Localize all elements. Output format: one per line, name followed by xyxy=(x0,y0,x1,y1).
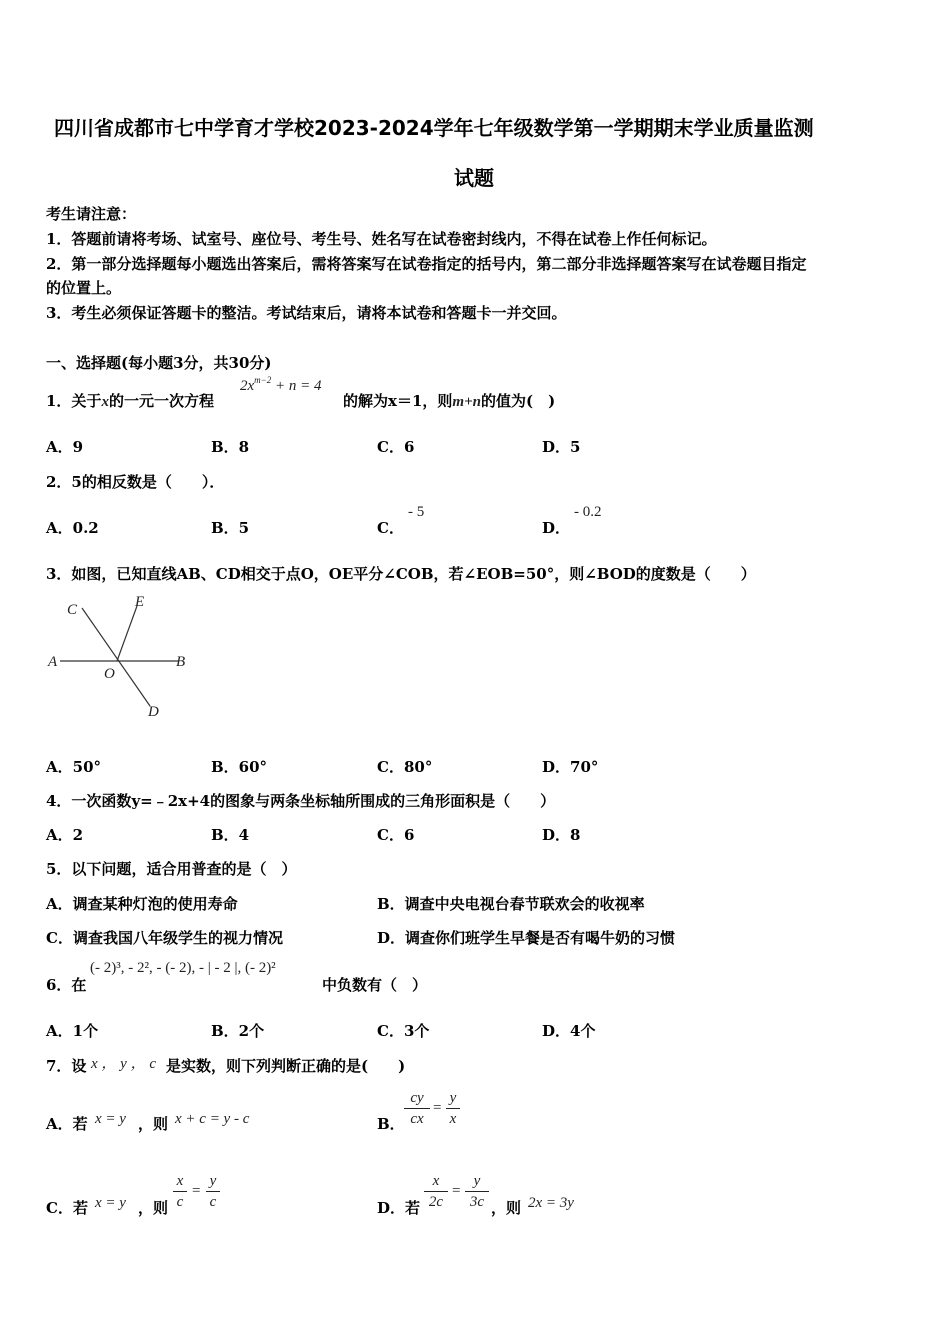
q7-vars: x ， y ， c xyxy=(91,1056,156,1072)
q1-end: 的值为( ) xyxy=(480,392,556,410)
q1-eq-exp: m−2 xyxy=(254,375,272,385)
question-5: 5．以下问题，适合用普查的是（ ） xyxy=(46,860,297,878)
q7-option-c-cond: x = y xyxy=(95,1195,126,1211)
q1-sol: x＝1，则 xyxy=(388,392,453,410)
q6-option-a: A．1个 xyxy=(46,1022,99,1040)
q3-option-c: C．80° xyxy=(377,758,433,776)
frac-denominator: x xyxy=(449,1111,457,1127)
label-e: E xyxy=(135,594,145,610)
label-a: A xyxy=(48,654,58,670)
q4-option-b: B．4 xyxy=(211,826,250,844)
q2-option-b: B．5 xyxy=(211,519,250,537)
q2-option-c-math: - 5 xyxy=(408,504,425,520)
q7-option-a-then: ，则 xyxy=(138,1115,169,1133)
q7-option-c-frac2 xyxy=(206,1172,220,1211)
label-c: C xyxy=(67,602,78,618)
q7-option-a-label: A．若 xyxy=(46,1115,88,1133)
q2-option-d-math: - 0.2 xyxy=(574,504,602,520)
q7-option-a-cond: x = y xyxy=(95,1111,126,1127)
frac-numerator: x xyxy=(432,1173,440,1189)
q7-option-c-label: C．若 xyxy=(46,1199,88,1217)
notice-item: 3．考生必须保证答题卡的整洁。考试结束后，请将本试卷和答题卡一并交回。 xyxy=(46,304,567,322)
q7-option-b-label: B． xyxy=(377,1115,405,1133)
frac-numerator: cy xyxy=(410,1090,424,1106)
question-4: 4．一次函数y=﹣2x+4的图象与两条坐标轴所围成的三角形面积是（ ） xyxy=(46,792,556,810)
question-2: 2．5的相反数是（ ）． xyxy=(46,473,225,491)
q1-option-d: D．5 xyxy=(542,438,581,456)
q1-eq-base: 2x xyxy=(240,378,255,394)
q1-mid: 的一元一次方程 xyxy=(108,392,214,410)
q4-option-d: D．8 xyxy=(542,826,581,844)
q1-prefix: 1．关于 xyxy=(46,392,102,410)
frac-numerator: x xyxy=(176,1173,184,1189)
q7-option-c-then: ，则 xyxy=(138,1199,169,1217)
label-o: O xyxy=(104,666,115,682)
q2-option-a: A．0.2 xyxy=(46,519,99,537)
q7-option-b-frac1 xyxy=(404,1089,430,1128)
q7-option-b-frac2 xyxy=(446,1089,460,1128)
q7-option-c-frac1 xyxy=(173,1172,187,1211)
q5-option-b: B．调查中央电视台春节联欢会的收视率 xyxy=(377,895,645,913)
frac-denominator: cx xyxy=(410,1111,424,1127)
q6-suffix: 中负数有（ ） xyxy=(322,976,428,994)
q4-option-a: A．2 xyxy=(46,826,84,844)
q2-option-c: C． xyxy=(377,519,404,537)
frac-numerator: y xyxy=(473,1173,481,1189)
q1-option-b: B．8 xyxy=(211,438,250,456)
q3-figure xyxy=(40,588,200,723)
frac-denominator: 3c xyxy=(469,1194,485,1210)
page-title-line2: 试题 xyxy=(454,166,494,190)
notice-item: 2．第一部分选择题每小题选出答案后，需将答案写在试卷指定的括号内，第二部分非选择题答案写在试卷题目指定 xyxy=(46,255,807,273)
q1-option-a: A．9 xyxy=(46,438,84,456)
q7-option-c-eq: = xyxy=(192,1183,201,1199)
question-3: 3．如图，已知直线AB、CD相交于点O，OE平分∠COB，若∠EOB=50°，则∠BOD的度数是（ ） xyxy=(46,565,756,583)
q4-option-c: C．6 xyxy=(377,826,415,844)
q3-option-b: B．60° xyxy=(211,758,268,776)
q7-option-d-then: ，则 xyxy=(491,1199,522,1217)
notice-heading: 考生请注意： xyxy=(46,205,137,223)
frac-numerator: y xyxy=(449,1090,457,1106)
q5-option-a: A．调查某种灯泡的使用寿命 xyxy=(46,895,238,913)
q6-option-b: B．2个 xyxy=(211,1022,265,1040)
q1-eq-rest: + n = 4 xyxy=(271,378,322,394)
ray-oe xyxy=(117,606,137,661)
q1-equation xyxy=(240,375,322,395)
q3-option-a: A．50° xyxy=(46,758,102,776)
q7-option-d-frac1 xyxy=(424,1172,448,1211)
q7-option-b-eq: = xyxy=(433,1100,442,1116)
q6-prefix: 6．在 xyxy=(46,976,87,994)
line-cd xyxy=(82,608,150,706)
q1-after: 的解为 xyxy=(343,392,389,410)
page-title: 四川省成都市七中学育才学校2023-2024学年七年级数学第一学期期末学业质量监测 xyxy=(54,116,814,140)
q2-option-d: D． xyxy=(542,519,571,537)
q3-option-d: D．70° xyxy=(542,758,599,776)
q7-option-d-eq: = xyxy=(452,1183,461,1199)
question-1 xyxy=(46,390,214,411)
frac-denominator: c xyxy=(176,1194,184,1210)
q1-mn: m+n xyxy=(452,394,481,410)
notice-item: 的位置上。 xyxy=(46,279,122,297)
q6-option-c: C．3个 xyxy=(377,1022,430,1040)
label-b: B xyxy=(176,654,186,670)
label-d: D xyxy=(148,704,159,720)
q1-var-x: x xyxy=(101,394,109,410)
q7-option-d-result: 2x = 3y xyxy=(528,1195,574,1211)
q1-tail xyxy=(343,390,555,411)
q7-suffix: 是实数，则下列判断正确的是( ) xyxy=(166,1057,406,1075)
q7-prefix: 7．设 xyxy=(46,1057,87,1075)
q5-option-c: C．调查我国八年级学生的视力情况 xyxy=(46,929,283,947)
q5-option-d: D．调查你们班学生早餐是否有喝牛奶的习惯 xyxy=(377,929,676,947)
q7-option-d-label: D．若 xyxy=(377,1199,421,1217)
frac-denominator: c xyxy=(209,1194,217,1210)
section-heading: 一、选择题(每小题3分，共30分) xyxy=(46,354,272,372)
frac-numerator: y xyxy=(209,1173,217,1189)
q1-option-c: C．6 xyxy=(377,438,415,456)
q6-math: (- 2)³, - 2², - (- 2), - | - 2 |, (- 2)² xyxy=(90,960,276,976)
notice-item: 1．答题前请将考场、试室号、座位号、考生号、姓名写在试卷密封线内，不得在试卷上作任何标记。 xyxy=(46,230,717,248)
q7-option-a-result: x + c = y - c xyxy=(175,1111,250,1127)
frac-denominator: 2c xyxy=(428,1194,444,1210)
q6-option-d: D．4个 xyxy=(542,1022,596,1040)
q7-option-d-frac2 xyxy=(465,1172,489,1211)
